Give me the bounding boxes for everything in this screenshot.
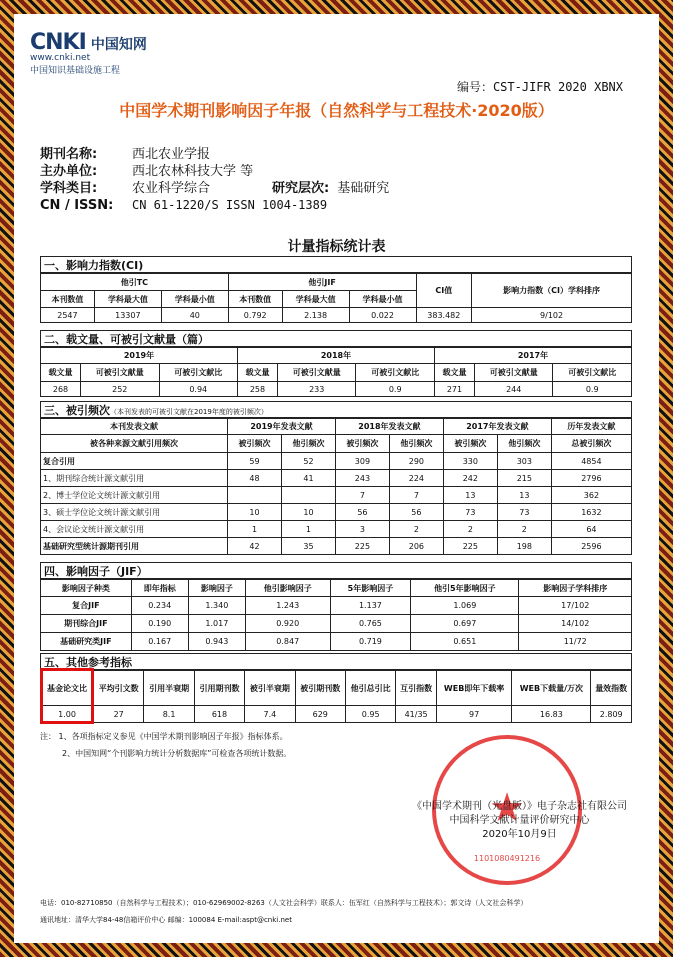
section2-title: 二、载文量、可被引文献量（篇） <box>40 330 632 347</box>
subject: 农业科学综合 <box>132 181 211 196</box>
table-row: 复合JIF 0.234 1.340 1.243 1.137 1.069 17/102 <box>41 597 632 615</box>
other-metrics-table: 基金论文比 平均引文数 引用半衰期 引用期刊数 被引半衰期 被引期刊数 他引总引比 互引指数 WEB即年下载率 WEB下载量/万次 量效指数 1.00 27 8.1 618 7.4 629 0.95 41/35 97 16.83 2.809 <box>40 670 632 723</box>
journal-name: 西北农业学报 <box>132 147 211 162</box>
table-row: 1、期刊综合统计源文献引用 48 41 243 224 242 215 2796 <box>41 470 632 487</box>
journal-info: 期刊名称: 西北农业学报 主办单位: 西北农林科技大学 等 学科类目: 农业科学综合 研究层次: 基础研究 CN / ISSN: CN 61-1220/S ISSN 1004-1389 <box>40 147 390 213</box>
contact-footer: 电话：010-82710850（自然科学与工程技术）；010-62969002-8263（人文社会科学）联系人：伍军红（自然科学与工程技术）；郭文诗（人文社会科学） 通讯地址：清华大学84-48信箱评价中心 邮编：100084 E-mail:aspt@cnki.net <box>40 899 528 924</box>
official-seal: ★ 1101080491216 <box>432 735 582 885</box>
table-row: 1.00 27 8.1 618 7.4 629 0.95 41/35 97 16.83 2.809 <box>41 706 632 723</box>
issuer-signature: 《中国学术期刊（光盘版）》电子杂志社有限公司 中国科学文献计量评价研究中心 2020年10月9日 <box>412 801 627 840</box>
section5-title: 五、其他参考指标 <box>40 653 632 670</box>
cnki-logo: CNKI 中国知网 www.cnki.net 中国知识基础设施工程 <box>30 30 147 76</box>
research-level: 基础研究 <box>337 181 390 196</box>
table-row: 基础研究类JIF 0.167 0.943 0.847 0.719 0.651 11/72 <box>41 633 632 651</box>
ci-table: 他引TC 他引JIF CI值 影响力指数（CI）学科排序 本刊数值 学科最大值 学科最小值 本刊数值 学科最大值 学科最小值 2547 13307 40 0.792 2.138 0.022 383.482 9/102 <box>40 273 632 323</box>
section1-title: 一、影响力指数(CI) <box>40 256 632 273</box>
cn-issn: CN 61-1220/S ISSN 1004-1389 <box>132 198 328 212</box>
section4-title: 四、影响因子（JIF） <box>40 562 632 579</box>
table-title: 计量指标统计表 <box>287 239 386 255</box>
articles-table: 2019年 2018年 2017年 载文量 可被引文献量 可被引文献比 载文量 可被引文献量 可被引文献比 载文量 可被引文献量 可被引文献比 268 252 0.94 258 233 0.9 271 244 0.9 <box>40 347 632 397</box>
table-row: 复合引用 59 52 309 290 330 303 4854 <box>41 453 632 470</box>
report-title: 中国学术期刊影响因子年报（自然科学与工程技术·2020版） <box>119 101 554 120</box>
sponsor: 西北农林科技大学 等 <box>132 164 254 179</box>
table-row: 2547 13307 40 0.792 2.138 0.022 383.482 9/102 <box>41 308 632 323</box>
table-row: 268 252 0.94 258 233 0.9 271 244 0.9 <box>41 382 632 397</box>
citation-table: 本刊发表文献 2019年发表文献 2018年发表文献 2017年发表文献 历年发表文献 被各种来源文献引用频次 被引频次 他引频次 被引频次 他引频次 被引频次 他引频次 总被引频次 复合引用 59 52 309 290 330 303 4854 1、期刊综合统计源文献引用 48 41 243 224 242 215 2796 2、博士学位论文统计源文献引用 7 7 13 13 362 3、硕士学位论文统计源文献引用 10 10 56 56 73 73 1632 4、会议论文统计源文献引用 1 1 3 2 2 2 64 基础研究型统计源期刊引用 42 35 225 206 225 198 2596 <box>40 418 632 555</box>
section3-title: 三、被引频次（本刊发表的可被引文献在2019年度的被引频次） <box>40 401 632 418</box>
table-row: 基础研究型统计源期刊引用 42 35 225 206 225 198 2596 <box>41 538 632 555</box>
table-row: 2、博士学位论文统计源文献引用 7 7 13 13 362 <box>41 487 632 504</box>
table-row: 3、硕士学位论文统计源文献引用 10 10 56 56 73 73 1632 <box>41 504 632 521</box>
notes: 注： 1、各项指标定义参见《中国学术期刊影响因子年报》指标体系。 2、中国知网“个刊影响力统计分析数据库”可检查各项统计数据。 <box>40 732 292 758</box>
star-icon: ★ <box>489 785 525 831</box>
table-row: 4、会议论文统计源文献引用 1 1 3 2 2 2 64 <box>41 521 632 538</box>
table-row: 期刊综合JIF 0.190 1.017 0.920 0.765 0.697 14/102 <box>41 615 632 633</box>
fund-ratio-highlight-box <box>40 668 94 724</box>
jif-table: 影响因子种类 即年指标 影响因子 他引影响因子 5年影响因子 他引5年影响因子 影响因子学科排序 复合JIF 0.234 1.340 1.243 1.137 1.069 17/102 期刊综合JIF 0.190 1.017 0.920 0.765 0.697 14/102 基础研究类JIF 0.167 0.943 0.847 0.719 0.651 11/72 <box>40 579 632 651</box>
serial-number: 编号：CST-JIFR 2020 XBNX <box>456 80 623 94</box>
